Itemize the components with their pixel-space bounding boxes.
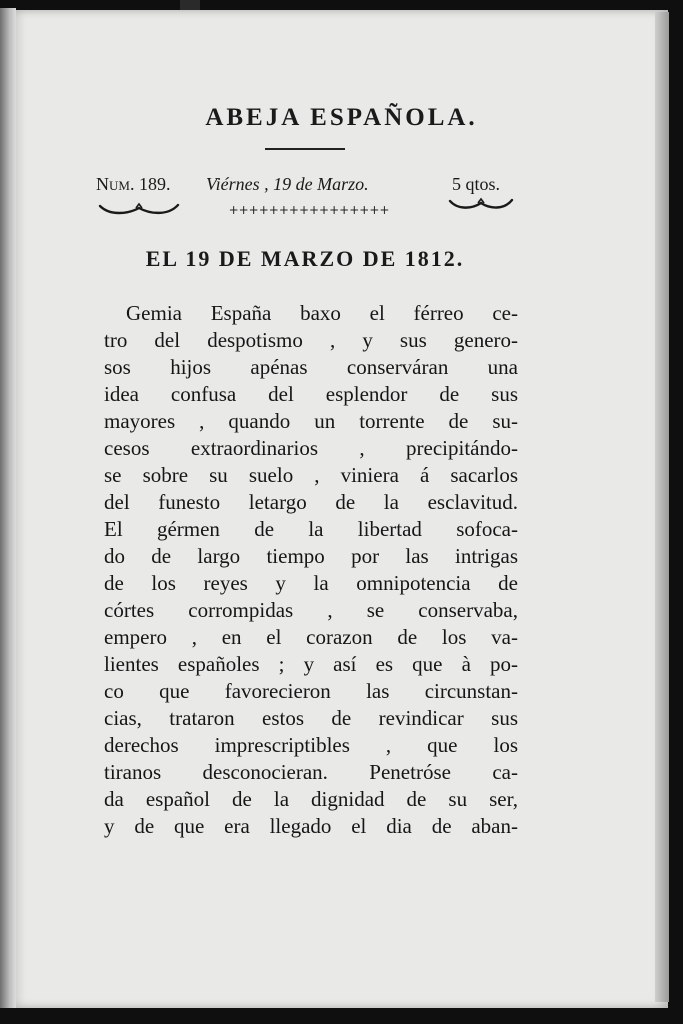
masthead-title: ABEJA ESPAÑOLA. (205, 104, 478, 131)
masthead-rule (265, 148, 345, 150)
body-line: cesos extraordinarios , precipitándo- (104, 436, 518, 460)
body-line: da español de la dignidad de su ser, (104, 787, 518, 811)
body-line: Gemia España baxo el férreo ce- (126, 301, 518, 325)
cross-ornament-row: ++++++++++++++++ (228, 203, 390, 217)
body-line: idea confusa del esplendor de sus (104, 382, 518, 406)
body-line: El gérmen de la libertad sofoca- (104, 517, 518, 541)
body-line: córtes corrompidas , se conservaba, (104, 598, 518, 622)
left-swash-ornament (98, 202, 180, 216)
issue-price: 5 qtos. (452, 174, 501, 194)
body-line: do de largo tiempo por las intrigas (104, 544, 518, 568)
body-line: sos hijos apénas conserváran una (104, 355, 518, 379)
body-line: empero , en el corazon de los va- (104, 625, 518, 649)
body-line: mayores , quando un torrente de su- (104, 409, 518, 433)
issue-number-prefix: Num. (96, 174, 135, 194)
issue-number (96, 174, 170, 195)
body-line: cias, trataron estos de revindicar sus (104, 706, 518, 730)
page-edge (655, 12, 669, 1002)
issue-number-value: 189. (138, 174, 171, 194)
body-line: tiranos desconocieran. Penetróse ca- (104, 760, 518, 784)
article-body (104, 300, 518, 840)
body-line: y de que era llegado el dia de aban- (104, 814, 518, 838)
body-line: co que favorecieron las circunstan- (104, 679, 518, 703)
right-swash-ornament (448, 197, 514, 211)
body-line: lientes españoles ; y así es que à po- (104, 652, 518, 676)
show-through-text: ﾠ (96, 79, 117, 103)
body-line: tro del despotismo , y sus genero- (104, 328, 518, 352)
body-line: derechos imprescriptibles , que los (104, 733, 518, 757)
page-gutter (0, 8, 16, 1008)
body-line: de los reyes y la omnipotencia de (104, 571, 518, 595)
body-line: del funesto letargo de la esclavitud. (104, 490, 518, 514)
issue-date: Viérnes , 19 de Marzo. (206, 174, 369, 194)
body-line: se sobre su suelo , viniera á sacarlos (104, 463, 518, 487)
article-headline: EL 19 DE MARZO DE 1812. (145, 246, 465, 271)
